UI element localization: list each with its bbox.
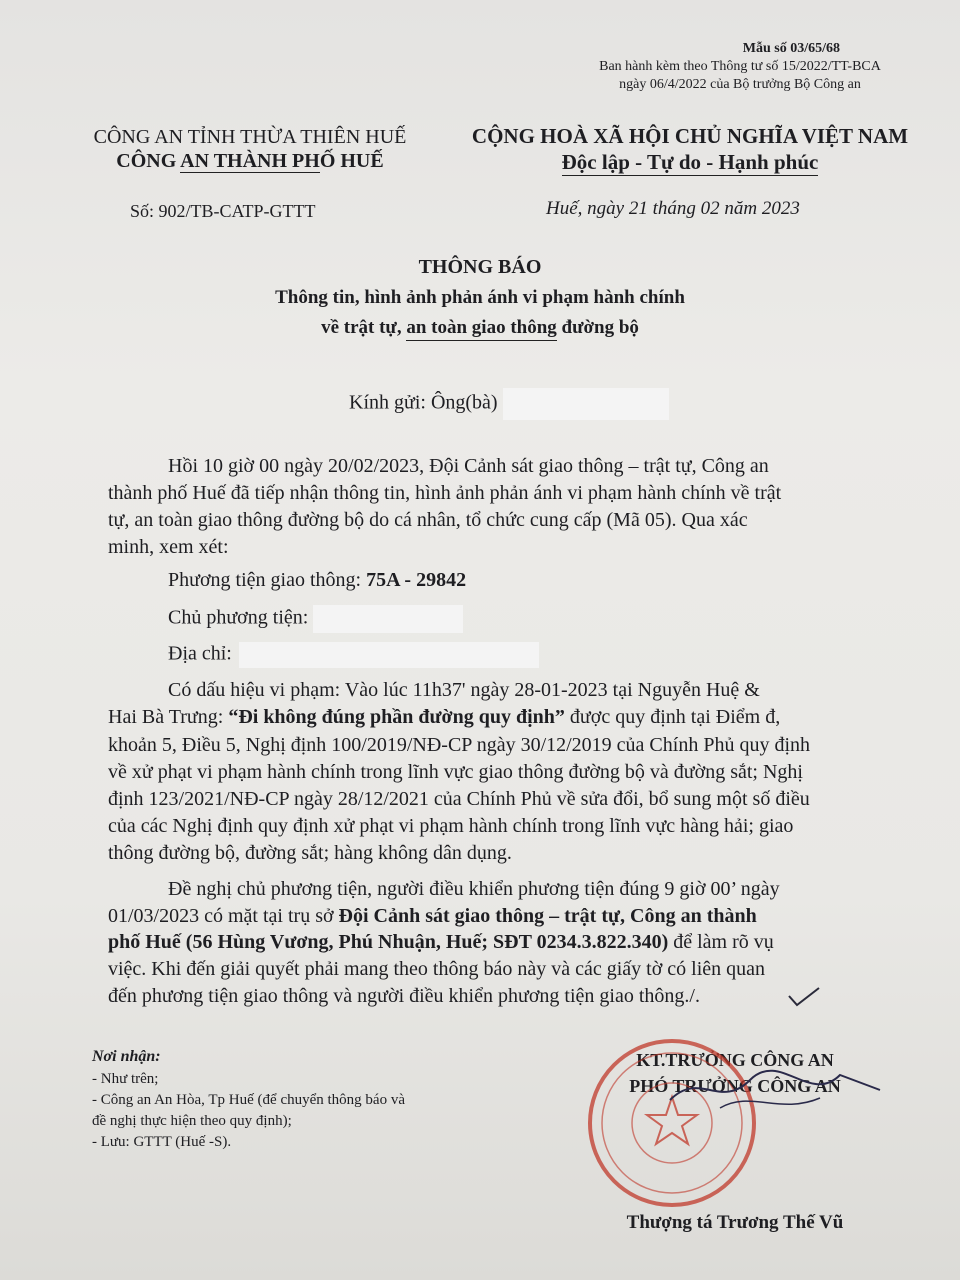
recipient-item-2b: đề nghị thực hiện theo quy định); bbox=[92, 1113, 292, 1129]
address-line bbox=[168, 642, 539, 668]
p1-line-4: minh, xem xét: bbox=[108, 536, 229, 558]
p3-line-1: Đề nghị chủ phương tiện, người điều khiển phương tiện đúng 9 giờ 00’ ngày bbox=[168, 878, 780, 900]
recipients-block bbox=[92, 1046, 405, 1153]
p2-line-7: thông đường bộ, đường sắt; hàng không dân dụng. bbox=[108, 842, 512, 864]
violation-name: “Đi không đúng phần đường quy định” bbox=[228, 706, 565, 728]
agency-name bbox=[40, 150, 460, 173]
motto bbox=[440, 150, 940, 175]
form-number: Mẫu số 03/65/68 bbox=[742, 41, 840, 56]
vehicle-line bbox=[168, 569, 466, 592]
check-mark-icon bbox=[786, 986, 822, 1008]
subtitle-2-underlined: an toàn giao thông bbox=[406, 317, 556, 341]
agency-name-underlined: AN THÀNH PH bbox=[180, 150, 320, 172]
signer-name: Thượng tá Trương Thế Vũ bbox=[626, 1212, 844, 1233]
p2-line-5: định 123/2021/NĐ-CP ngày 28/12/2021 của Chính Phủ về sửa đổi, bổ sung một số điều bbox=[108, 788, 810, 810]
subtitle-2-post: đường bộ bbox=[556, 317, 639, 338]
vehicle-plate: 75A - 29842 bbox=[366, 569, 467, 591]
p3-line-4: việc. Khi đến giải quyết phải mang theo thông báo này và các giấy tờ có liên quan bbox=[108, 958, 766, 980]
p2-line-6: của các Nghị định quy định xử phạt vi phạm hành chính trong lĩnh vực hàng hải; giao bbox=[108, 815, 794, 837]
p1-line-3: tự, an toàn giao thông đường bộ do cá nhân, tổ chức cung cấp (Mã 05). Qua xác bbox=[108, 509, 748, 531]
p1-line-2: thành phố Huế đã tiếp nhận thông tin, hình ảnh phản ánh vi phạm hành chính về trật bbox=[108, 482, 782, 504]
nation-title: CỘNG HOÀ XÃ HỘI CHỦ NGHĨA VIỆT NAM bbox=[471, 124, 909, 148]
p2-line-2-pre: Hai Bà Trưng: bbox=[108, 706, 229, 728]
owner-line bbox=[168, 605, 463, 633]
handwritten-signature bbox=[660, 1060, 890, 1120]
redacted-name bbox=[503, 388, 669, 420]
agency-parent: CÔNG AN TỈNH THỪA THIÊN HUẾ bbox=[93, 126, 407, 148]
recipient-item-2a: - Công an An Hòa, Tp Huế (để chuyển thông báo và bbox=[92, 1092, 405, 1108]
address-label: Địa chỉ: bbox=[168, 642, 232, 665]
p3-line-2-pre: 01/03/2023 có mặt tại trụ sở bbox=[108, 905, 339, 927]
signature-title-1: KT.TRƯỞNG CÔNG AN bbox=[636, 1050, 834, 1070]
document-subtitle-2 bbox=[0, 317, 960, 339]
p3-line-2 bbox=[108, 905, 757, 928]
vehicle-label: Phương tiện giao thông: bbox=[168, 569, 367, 591]
subtitle-2-pre: về trật tự, bbox=[321, 317, 407, 338]
owner-label: Chủ phương tiện: bbox=[168, 606, 309, 629]
form-ref-line2: ngày 06/4/2022 của Bộ trưởng Bộ Công an bbox=[619, 77, 861, 92]
p3-line-5: đến phương tiện giao thông và người điều khiển phương tiện giao thông./. bbox=[108, 985, 700, 1007]
p2-line-4: về xử phạt vi phạm hành chính trong lĩnh vực giao thông đường bộ và đường sắt; Nghị bbox=[108, 761, 803, 783]
redacted-owner bbox=[313, 605, 463, 633]
agency-name-pre: CÔNG bbox=[116, 150, 181, 172]
form-ref-line1: Ban hành kèm theo Thông tư số 15/2022/TT-BCA bbox=[599, 59, 881, 74]
document-title: THÔNG BÁO bbox=[418, 256, 542, 278]
p2-line-1: Có dấu hiệu vi phạm: Vào lúc 11h37' ngày 28-01-2023 tại Nguyễn Huệ & bbox=[168, 679, 760, 701]
form-reference bbox=[560, 40, 920, 94]
place-date: Huế, ngày 21 tháng 02 năm 2023 bbox=[546, 198, 800, 219]
signature-title-2: PHÓ TRƯỞNG CÔNG AN bbox=[629, 1076, 841, 1096]
redacted-address bbox=[239, 642, 539, 668]
document-number: Số: 902/TB-CATP-GTTT bbox=[130, 201, 316, 221]
p2-line-2-post: được quy định tại Điểm đ, bbox=[564, 706, 781, 728]
p2-line-3: khoản 5, Điều 5, Nghị định 100/2019/NĐ-CP ngày 30/12/2019 của Chính Phủ quy định bbox=[108, 734, 811, 756]
p3-line-3-post: để làm rõ vụ bbox=[668, 931, 774, 953]
motto-text: Độc lập - Tự do - Hạnh phúc bbox=[561, 150, 819, 174]
agency-name-post: Ố HUẾ bbox=[319, 150, 384, 172]
office-name: Đội Cảnh sát giao thông – trật tự, Công an thành bbox=[338, 905, 757, 927]
recipients-heading: Nơi nhận: bbox=[92, 1048, 161, 1065]
recipient-item-3: - Lưu: GTTT (Huế -S). bbox=[92, 1134, 232, 1150]
p1-line-1: Hồi 10 giờ 00 ngày 20/02/2023, Đội Cảnh sát giao thông – trật tự, Công an bbox=[168, 455, 769, 477]
recipient-item-1: - Như trên; bbox=[92, 1071, 159, 1087]
recipient-label: Kính gửi: Ông(bà) bbox=[349, 391, 498, 414]
recipient-line bbox=[349, 388, 669, 420]
document-subtitle-1: Thông tin, hình ảnh phản ánh vi phạm hành chính bbox=[275, 287, 685, 308]
p2-line-2 bbox=[108, 706, 780, 729]
office-address: phố Huế (56 Hùng Vương, Phú Nhuận, Huế; SĐT 0234.3.822.340) bbox=[108, 931, 669, 953]
p3-line-3 bbox=[108, 931, 774, 954]
